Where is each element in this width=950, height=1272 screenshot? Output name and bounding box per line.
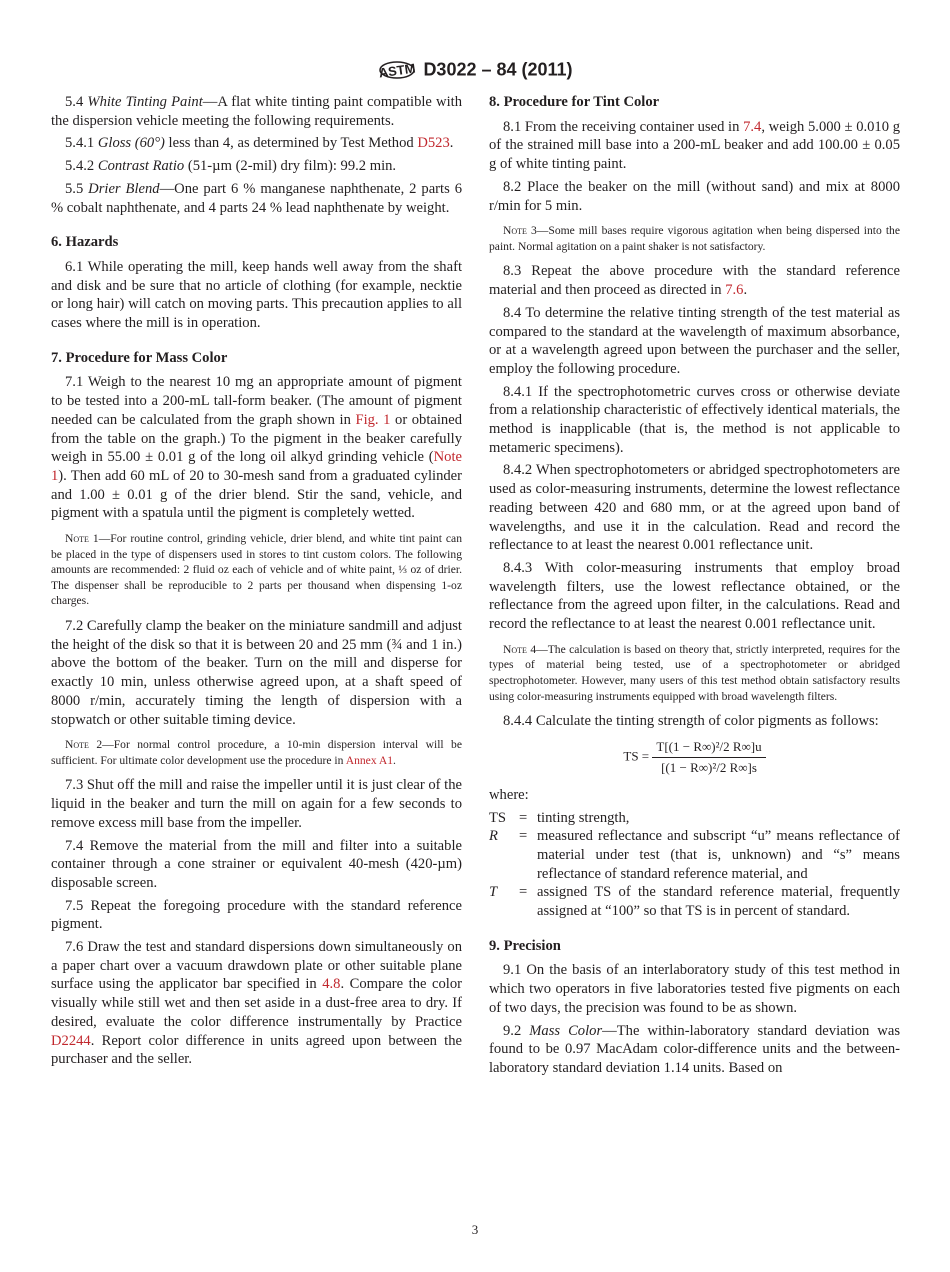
section-heading xyxy=(51,349,462,368)
cross-reference-link[interactable]: D523 xyxy=(417,135,450,152)
text-span: 8.4 To determine the relative tinting strength of the test material as compared to the standard at the wavelength of maximum absorbance, or at a wavelength agreed upon between the purchaser and the seller, employ the following procedure. xyxy=(489,304,900,377)
definition-row xyxy=(489,827,900,883)
text-span: ). Then add 60 mL of 20 to 30-mesh sand from a graduated cylinder and 1.00 ± 0.01 g of the drier blend. Stir the sand, vehicle, and pigment with a spatula until the pigment is completely wetted. xyxy=(51,467,462,522)
paragraph xyxy=(51,373,462,523)
paragraph xyxy=(489,178,900,215)
note-paragraph xyxy=(489,642,900,704)
text-span: . xyxy=(449,135,454,152)
note-paragraph xyxy=(489,223,900,254)
text-span: 8.4.2 When spectrophotometers or abridged spectrophotometers are used as color-measuring instruments, determine the lowest reflectance reading between 420 and 680 mm, or at the agreed upon band of wavelengths, and use it in the calculation. Read and record the reflectance to at least the nearest 0.001 reflectance unit. xyxy=(489,462,900,554)
paragraph xyxy=(489,262,900,299)
text-span: 9. Precision xyxy=(489,937,561,954)
definition-desc: tinting strength, xyxy=(537,809,630,826)
formula-denominator: [(1 − R∞)²/2 R∞]s xyxy=(661,759,757,775)
cross-reference-link[interactable]: Annex A1 xyxy=(345,753,394,767)
definitions-list xyxy=(489,809,900,921)
paragraph xyxy=(51,157,462,176)
paragraph xyxy=(51,837,462,893)
text-span: —For routine control, grinding vehicle, drier blend, and white tint paint can be placed in the type of dispensers used in stores to tint custom colors. The following amounts are recommended: 2 fluid oz each of vehicle and of white paint, ⅓ oz of drier. The dispenser shall be reproducible to 2 parts per thousand when dispensing 1-oz charges. xyxy=(51,532,462,608)
note-paragraph xyxy=(51,737,462,768)
text-span: Note 1 xyxy=(65,532,99,546)
text-span: —One part 6 % manganese naphthenate, 2 parts 6 % cobalt naphthenate, and 4 parts 24 % lead naphthenate by weight. xyxy=(51,180,462,216)
text-span: 7.4 Remove the material from the mill and filter into a suitable container through a cone strainer or equivalent 40-mesh (420-µm) disposable screen. xyxy=(51,837,462,891)
text-span: 7. Procedure for Mass Color xyxy=(51,349,228,366)
paragraph xyxy=(51,258,462,333)
text-span: 7.2 Carefully clamp the beaker on the miniature sandmill and adjust the height of the disk so that it is between 20 and 25 mm (¾ and 1 in.) above the bottom of the beaker. Turn on the mill and disperse for exactly 10 min, unless otherwise agreed upon, at a shaft speed of 8000 r/min, accurately timing the length of dispersion with a stopwatch or other suitable timing device. xyxy=(51,618,462,728)
left-column xyxy=(51,93,462,1073)
paragraph xyxy=(489,304,900,379)
definition-desc: assigned TS of the standard reference material, frequently assigned at “100” so that TS is in percent of standard. xyxy=(537,884,900,920)
section-heading xyxy=(51,233,462,252)
text-span: 8. Procedure for Tint Color xyxy=(489,94,660,110)
text-span: 7.5 Repeat the foregoing procedure with the standard reference pigment. xyxy=(51,897,462,933)
definition-term: R xyxy=(489,828,498,845)
text-span: 6. Hazards xyxy=(51,234,119,251)
text-span: 8.1 From the receiving container used in xyxy=(503,118,744,135)
formula-numerator: T[(1 − R∞)²/2 R∞]u xyxy=(652,739,765,758)
document-designation: D3022 – 84 (2011) xyxy=(423,59,573,80)
text-span: White Tinting Paint xyxy=(87,94,203,110)
cross-reference-link[interactable]: D2244 xyxy=(51,1032,91,1049)
paragraph xyxy=(51,897,462,934)
text-span: 7.6 Draw the test and standard dispersions down simultaneously on a paper chart over a vacuum drawdown plate or other suitable plane surface using the applicator bar specified in xyxy=(51,939,462,993)
definition-row xyxy=(489,809,900,828)
page-header xyxy=(0,56,950,84)
text-span: . Report color difference in units agreed upon between the purchaser and the seller. xyxy=(51,1032,462,1068)
text-span: Note 4 xyxy=(503,642,537,656)
text-span: —The within-laboratory standard deviation was found to be 0.97 MacAdam color-difference units and the between-laboratory standard deviation 1.14 units. Based on xyxy=(489,1022,901,1076)
section-heading xyxy=(489,937,900,956)
paragraph xyxy=(51,134,462,153)
text-span: or obtained from the table on the graph.) To the pigment in the beaker carefully weigh in 55.00 ± 0.01 g of the long oil alkyd grinding vehicle ( xyxy=(51,411,462,466)
paragraph xyxy=(489,961,900,1017)
note-paragraph xyxy=(51,531,462,609)
text-span: Note 2 xyxy=(65,738,103,752)
text-span: 8.4.3 With color-measuring instruments that employ broad wavelength filters, use the lowest reflectance obtained, or the reflectance from the agreed upon filter, in the calculations. Read and record the reflectance to at least the nearest 0.001 reflectance unit. xyxy=(489,559,900,633)
text-span: Contrast Ratio xyxy=(97,158,185,175)
text-span: 8.2 Place the beaker on the mill (without sand) and mix at 8000 r/min for 5 min. xyxy=(489,178,900,214)
text-span: Mass Color xyxy=(529,1022,603,1039)
definition-term: TS xyxy=(489,809,507,826)
text-span: Note 3 xyxy=(503,224,537,238)
text-span: —The calculation is based on theory that, strictly interpreted, requires for the types of material being tested, use of a spectrophotometer or abridged spectrophotometer. However, many users of this test method obtain satisfactory results using color-measuring instruments equipped with broad wavelength filters. xyxy=(489,642,900,703)
definition-desc: measured reflectance and subscript “u” means reflectance of material under test (that is, unknown) and “s” means reflectance of standard reference material, and xyxy=(537,828,900,882)
where-label: where: xyxy=(489,786,529,803)
astm-logo-icon xyxy=(377,56,417,84)
cross-reference-link[interactable]: 7.4 xyxy=(743,118,762,135)
paragraph xyxy=(489,118,900,174)
text-span: 6.1 While operating the mill, keep hands well away from the shaft and disk and be sure that no article of clothing (for example, necktie or long hair) will catch on moving parts. This precaution applies to all cases where the mill is in operation. xyxy=(51,258,462,332)
text-span: Drier Blend xyxy=(88,180,160,197)
paragraph xyxy=(51,938,462,1069)
formula-lhs: TS = xyxy=(623,748,650,764)
text-span: 5.4.1 xyxy=(65,135,98,152)
paragraph xyxy=(51,180,462,217)
text-span: 5.5 xyxy=(65,180,89,197)
text-span: (51-µm (2-mil) dry film): 99.2 min. xyxy=(184,158,397,175)
paragraph xyxy=(51,93,462,130)
paragraph xyxy=(51,617,462,729)
definition-eq: = xyxy=(519,828,528,845)
paragraph xyxy=(489,559,900,634)
cross-reference-link[interactable]: Note 1 xyxy=(51,449,462,484)
cross-reference-link[interactable]: 4.8 xyxy=(322,976,341,993)
text-span: . xyxy=(743,282,748,299)
text-span: less than 4, as determined by Test Method xyxy=(164,135,418,152)
text-span: 8.4.1 If the spectrophotometric curves cross or otherwise deviate from a relationship characteristic of effectively identical materials, the method is inapplicable (that is, the method is not applicable to metameric specimens). xyxy=(489,383,900,456)
right-column xyxy=(489,93,900,1082)
definition-eq: = xyxy=(519,884,528,901)
definition-row xyxy=(489,883,900,920)
text-span: 5.4 xyxy=(65,94,88,110)
text-span: 8.3 Repeat the above procedure with the standard reference material and then proceed as directed in xyxy=(489,263,900,299)
text-span: . Compare the color visually while still wet and then set aside in a dust-free area to dry. If desired, evaluate the color difference instrumentally by Practice xyxy=(51,976,462,1030)
paragraph xyxy=(489,383,900,458)
cross-reference-link[interactable]: 7.6 xyxy=(725,282,744,299)
text-span: —Some mill bases require vigorous agitation when being dispersed into the paint. Normal agitation on a paint shaker is not satisfactory. xyxy=(489,224,900,253)
text-span: , weigh 5.000 ± 0.010 g of the strained mill base into a 200-mL beaker and add 100.00 ± 0.05 g of white tinting paint. xyxy=(489,118,900,173)
text-span: —For normal control procedure, a 10-min dispersion interval will be sufficient. For ultimate color development use the procedure in xyxy=(51,738,462,767)
paragraph xyxy=(489,1022,900,1078)
text-span: Gloss (60°) xyxy=(97,135,165,152)
paragraph xyxy=(51,776,462,832)
text-span: 8.4.4 Calculate the tinting strength of color pigments as follows: xyxy=(503,713,879,730)
text-span: 9.2 xyxy=(503,1022,530,1039)
page-number: 3 xyxy=(471,1222,479,1237)
definition-eq: = xyxy=(519,809,528,826)
text-span: 7.1 Weigh to the nearest 10 mg an appropriate amount of pigment to be tested into a 200-mL tall-form beaker. (The amount of pigment needed can be calculated from the graph shown in xyxy=(51,374,462,428)
definition-term: T xyxy=(489,884,498,901)
text-span: . xyxy=(393,753,396,767)
cross-reference-link[interactable]: Fig. 1 xyxy=(355,411,391,428)
section-heading xyxy=(489,93,900,112)
text-span: 5.4.2 xyxy=(65,158,98,175)
text-span: 9.1 On the basis of an interlaboratory study of this test method in which two operators in five laboratories tested five pigments on each of two days, the precision was found to be as shown. xyxy=(489,962,900,1016)
text-span: 7.3 Shut off the mill and raise the impeller until it is just clear of the liquid in the beaker and turn the mill on again for a few seconds to remove excess mill base from the impeller. xyxy=(51,777,462,831)
text-span: —A flat white tinting paint compatible with the dispersion vehicle meeting the following requirements. xyxy=(51,94,462,129)
tinting-strength-formula xyxy=(489,739,900,776)
paragraph xyxy=(489,461,900,555)
svg-text:ASTM: ASTM xyxy=(378,60,417,81)
paragraph xyxy=(489,712,900,731)
